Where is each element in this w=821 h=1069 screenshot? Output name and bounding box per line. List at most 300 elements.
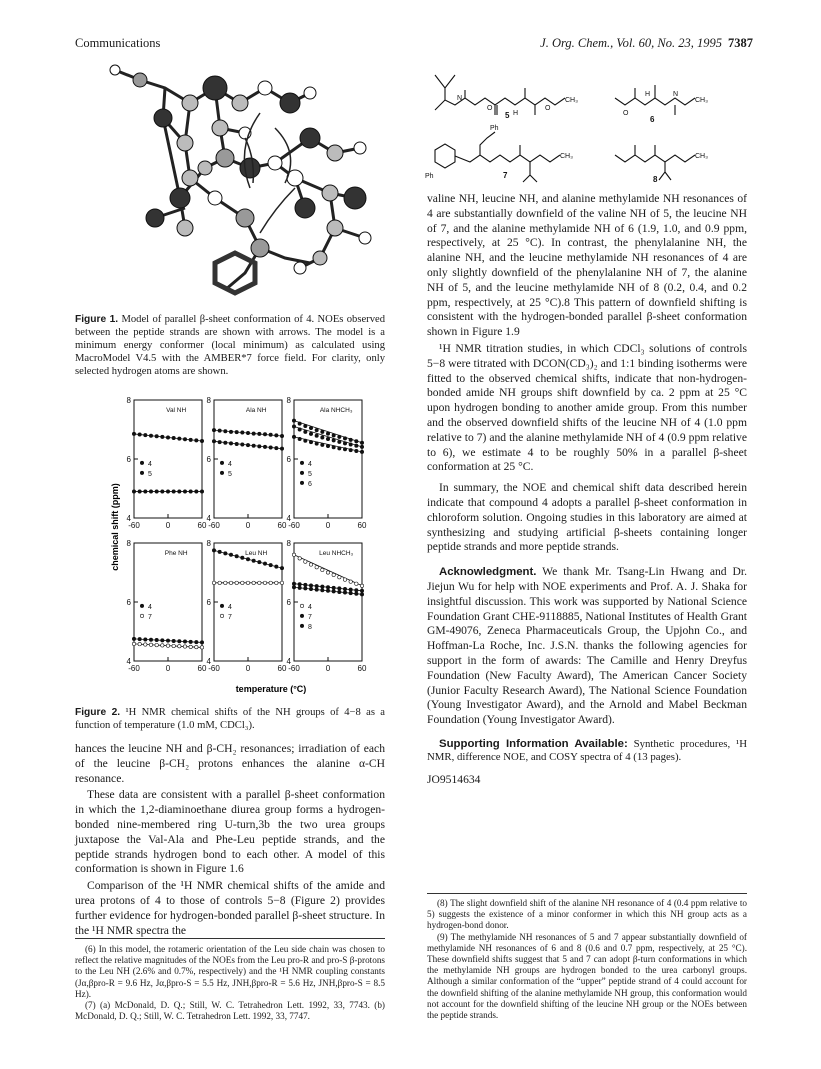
footnote-7: (7) (a) McDonald, D. Q.; Still, W. C. Tetrahedron Lett. 1992, 33, 7743. (b) McDonald, D. Q.; Still, W. C. Tetrahedron Lett. 1992, 33, 7747. xyxy=(75,1000,385,1022)
x-tick-label: -60 xyxy=(128,521,140,530)
x-tick-label: 0 xyxy=(245,664,251,673)
svg-text:H: H xyxy=(645,91,651,98)
legend-label: 4 xyxy=(148,460,152,468)
left-column-text xyxy=(75,742,385,940)
data-point xyxy=(360,445,363,448)
data-point xyxy=(200,490,203,493)
legend-marker xyxy=(300,624,303,627)
data-point xyxy=(292,582,295,585)
data-point xyxy=(343,448,346,451)
data-point xyxy=(269,446,272,449)
data-point xyxy=(138,490,141,493)
data-point xyxy=(195,645,198,648)
data-point xyxy=(178,490,181,493)
footnotes-right xyxy=(427,898,747,1021)
y-tick-label: 8 xyxy=(286,396,291,405)
panel-frame xyxy=(294,400,362,518)
data-point xyxy=(280,581,283,584)
data-point xyxy=(343,437,346,440)
acknowledgment xyxy=(427,565,747,728)
data-point xyxy=(315,588,318,591)
data-point xyxy=(338,440,341,443)
data-point xyxy=(355,589,358,592)
data-point xyxy=(309,584,312,587)
y-tick-label: 4 xyxy=(206,657,211,666)
y-tick-label: 6 xyxy=(286,455,291,464)
legend-label: 6 xyxy=(308,480,312,488)
data-point xyxy=(229,581,232,584)
chemical-structures xyxy=(425,60,745,185)
data-point xyxy=(280,447,283,450)
svg-text:CH₃: CH₃ xyxy=(695,153,708,160)
data-point xyxy=(304,587,307,590)
data-point xyxy=(258,560,261,563)
data-point xyxy=(138,433,141,436)
data-point xyxy=(195,640,198,643)
running-header-section: Communications xyxy=(75,36,161,50)
y-tick-label: 8 xyxy=(286,539,291,548)
data-point xyxy=(235,581,238,584)
data-point xyxy=(263,433,266,436)
data-point xyxy=(161,644,164,647)
legend-label: 4 xyxy=(228,603,232,611)
x-tick-label: -60 xyxy=(288,521,300,530)
data-point xyxy=(161,639,164,642)
data-point xyxy=(343,578,346,581)
y-tick-label: 6 xyxy=(286,598,291,607)
panel-frame xyxy=(134,400,202,518)
data-point xyxy=(263,445,266,448)
svg-text:CH₃: CH₃ xyxy=(560,153,573,160)
data-point xyxy=(241,443,244,446)
data-point xyxy=(269,433,272,436)
data-point xyxy=(224,581,227,584)
x-tick-label: 0 xyxy=(325,521,331,530)
data-point xyxy=(246,558,249,561)
y-tick-label: 6 xyxy=(206,598,211,607)
panel-title: Leu NHCH₃ xyxy=(319,550,354,557)
data-point xyxy=(218,429,221,432)
data-point xyxy=(292,419,295,422)
x-tick-label: 60 xyxy=(357,664,367,673)
footnotes-left xyxy=(75,944,385,1022)
data-point xyxy=(155,638,158,641)
data-point xyxy=(235,555,238,558)
data-point xyxy=(304,560,307,563)
data-point xyxy=(241,431,244,434)
svg-text:Ph: Ph xyxy=(425,173,434,180)
data-point xyxy=(189,645,192,648)
data-point xyxy=(309,426,312,429)
data-point xyxy=(332,573,335,576)
data-point xyxy=(252,444,255,447)
legend-label: 7 xyxy=(308,613,312,621)
data-point xyxy=(355,449,358,452)
x-tick-label: 60 xyxy=(357,521,367,530)
data-point xyxy=(332,446,335,449)
compound-label-8: 8 xyxy=(653,175,658,184)
data-point xyxy=(355,440,358,443)
data-point xyxy=(235,430,238,433)
data-point xyxy=(166,639,169,642)
data-point xyxy=(349,438,352,441)
legend-marker xyxy=(220,614,223,617)
x-tick-label: 60 xyxy=(197,521,207,530)
data-point xyxy=(229,430,232,433)
data-point xyxy=(155,435,158,438)
data-point xyxy=(138,642,141,645)
data-point xyxy=(224,552,227,555)
data-point xyxy=(178,437,181,440)
data-point xyxy=(189,438,192,441)
y-tick-label: 8 xyxy=(206,396,211,405)
data-point xyxy=(326,437,329,440)
data-point xyxy=(298,422,301,425)
data-point xyxy=(349,448,352,451)
data-point xyxy=(132,490,135,493)
data-point xyxy=(269,581,272,584)
paragraph: Comparison of the ¹H NMR chemical shifts of the amide and urea protons of 4 to those of controls 5−8 (Figure 2) provides further evidence for hydrogen-bonded parallel β-sheet structure. In the ¹H NMR spectra the xyxy=(75,879,385,937)
acknowledgment-heading: Acknowledgment. xyxy=(439,566,537,579)
legend-label: 5 xyxy=(308,470,312,478)
legend-marker xyxy=(300,604,303,607)
data-point xyxy=(246,443,249,446)
data-point xyxy=(246,581,249,584)
y-tick-label: 4 xyxy=(206,514,211,523)
data-point xyxy=(321,589,324,592)
y-tick-label: 4 xyxy=(126,657,131,666)
paragraph: valine NH, leucine NH, and alanine methylamide NH resonances of 4 are substantially downfield of the valine NH of 5, the leucine NH of 7, and the alanine methylamide NH of 6 (1.9, 1.0, and 0.9 ppm, respectively, at 25 °C). In contrast, the phenylalanine NH, the alanine NH, and the leucine methylamide NH resonances of 4 are only slightly downfield of the phenylalanine NH of 7, the alanine NH of 5, and the leucine methylamide NH of 8 (0.2, 0.4, and 0.2 ppm, respectively, at 25 °C).8 This pattern of downfield shifting is consistent with the hydrogen-bonded parallel β-sheet conformation shown in Figure 1.9 xyxy=(427,192,747,339)
data-point xyxy=(360,450,363,453)
data-point xyxy=(309,432,312,435)
data-point xyxy=(343,587,346,590)
data-point xyxy=(224,430,227,433)
data-point xyxy=(144,433,147,436)
x-tick-label: 60 xyxy=(277,521,287,530)
x-tick-label: 0 xyxy=(165,521,171,530)
data-point xyxy=(246,431,249,434)
compound-label-6: 6 xyxy=(650,115,655,124)
data-point xyxy=(229,553,232,556)
data-point xyxy=(332,590,335,593)
data-point xyxy=(132,432,135,435)
data-point xyxy=(258,581,261,584)
legend-label: 5 xyxy=(228,470,232,478)
y-tick-label: 4 xyxy=(286,514,291,523)
data-point xyxy=(338,447,341,450)
data-point xyxy=(252,581,255,584)
data-point xyxy=(144,643,147,646)
data-point xyxy=(360,584,363,587)
panel-title: Leu NH xyxy=(245,550,268,557)
data-point xyxy=(315,428,318,431)
y-tick-label: 8 xyxy=(126,539,131,548)
svg-text:N: N xyxy=(673,91,679,98)
data-point xyxy=(252,559,255,562)
legend-label: 4 xyxy=(308,460,312,468)
data-point xyxy=(332,434,335,437)
legend-marker xyxy=(300,461,303,464)
paragraph: ¹H NMR titration studies, in which CDCl₃ solutions of controls 5−8 were titrated with DCON(CD₃)₂ and 1:1 binding isotherms were fitted to the observed chemical shifts, indicate that non-hydrogen-bonded amide NH groups shift downfield by ca. 2 ppm at 25 °C upon hydrogen bonding to another amide group. From this number and the observed downfield shifts of the leucine NH of 4 (1.0 ppm relative to 7) and the alanine methylamide NH of 4 (0.9 ppm relative to 6), we estimate 4 to be roughly 50% in a parallel β-sheet conformation at 25 °C. xyxy=(427,341,747,474)
data-point xyxy=(355,582,358,585)
data-point xyxy=(349,588,352,591)
data-point xyxy=(212,549,215,552)
data-point xyxy=(326,586,329,589)
data-point xyxy=(275,581,278,584)
paragraph: These data are consistent with a parallel β-sheet conformation in which the 1,2-diaminoethane diurea group forms a hydrogen-bonded nine-membered ring U-turn,3b the two urea groups juxtapose the Val-Ala and Phe-Leu peptide strands, and the peptide strands hydrogen bond to each other. A model of this conformation is shown in Figure 1.6 xyxy=(75,788,385,876)
footnote-rule-right xyxy=(427,893,747,894)
data-point xyxy=(298,583,301,586)
data-point xyxy=(212,440,215,443)
figure1-molecular-model xyxy=(95,58,395,308)
legend-label: 4 xyxy=(228,460,232,468)
data-point xyxy=(349,580,352,583)
data-point xyxy=(309,440,312,443)
data-point xyxy=(195,439,198,442)
data-point xyxy=(332,586,335,589)
data-point xyxy=(275,446,278,449)
x-tick-label: 0 xyxy=(325,664,331,673)
data-point xyxy=(218,550,221,553)
data-point xyxy=(178,640,181,643)
y-tick-label: 6 xyxy=(206,455,211,464)
data-point xyxy=(155,643,158,646)
data-point xyxy=(338,587,341,590)
data-point xyxy=(183,645,186,648)
figure2-caption-text: ¹H NMR chemical shifts of the NH groups of 4−8 as a function of temperature (1.0 mM, CDCl₃). xyxy=(75,707,385,731)
data-point xyxy=(218,440,221,443)
data-point xyxy=(200,641,203,644)
svg-text:O: O xyxy=(487,105,493,112)
data-point xyxy=(360,589,363,592)
data-point xyxy=(298,428,301,431)
panel-title: Ala NHCH₃ xyxy=(319,407,353,414)
data-point xyxy=(178,645,181,648)
data-point xyxy=(321,443,324,446)
legend-marker xyxy=(300,614,303,617)
data-point xyxy=(304,583,307,586)
data-point xyxy=(309,587,312,590)
journal-citation: J. Org. Chem., Vol. 60, No. 23, 1995 xyxy=(540,36,722,50)
data-point xyxy=(166,436,169,439)
x-tick-label: 0 xyxy=(245,521,251,530)
x-tick-label: 60 xyxy=(197,664,207,673)
x-tick-label: 0 xyxy=(165,664,171,673)
legend-marker xyxy=(300,471,303,474)
data-point xyxy=(298,437,301,440)
data-point xyxy=(298,557,301,560)
svg-text:CH₃: CH₃ xyxy=(695,97,708,104)
manuscript-code: JO9514634 xyxy=(427,772,481,786)
data-point xyxy=(355,592,358,595)
data-point xyxy=(263,581,266,584)
data-point xyxy=(161,435,164,438)
data-point xyxy=(183,490,186,493)
legend-marker xyxy=(220,604,223,607)
svg-text:Ph: Ph xyxy=(490,125,499,132)
data-point xyxy=(258,445,261,448)
data-point xyxy=(304,430,307,433)
legend-label: 4 xyxy=(148,603,152,611)
data-point xyxy=(332,439,335,442)
svg-text:N: N xyxy=(457,95,463,102)
compound-label-7: 7 xyxy=(503,171,508,180)
supporting-information xyxy=(427,738,747,765)
data-point xyxy=(166,490,169,493)
figure1-caption xyxy=(75,313,385,378)
data-point xyxy=(360,593,363,596)
data-point xyxy=(132,637,135,640)
figure1-caption-text: Model of parallel β-sheet conformation of 4. NOEs observed between the peptide strands are shown with arrows. The model is a minimum energy conformer (local minimum) as calculated using MacroModel V4.5 with the AMBER*7 force field. For clarity, only selected hydrogen atoms are shown. xyxy=(75,314,385,377)
data-point xyxy=(212,581,215,584)
data-point xyxy=(166,644,169,647)
panel-frame xyxy=(214,400,282,518)
data-point xyxy=(338,576,341,579)
right-column-text xyxy=(427,192,747,790)
svg-text:H: H xyxy=(513,110,519,117)
footnote-9: (9) The methylamide NH resonances of 5 and 7 appear substantially downfield of methylamide NH resonances of 6 and 8 (0.6 and 0.7 ppm, respectively, at 25 °C). These downfield shifts suggest that 5 and 7 can adopt β-turn conformations in which the methylamide NH groups are hydrogen bonded to the urea carbonyl groups. Although a similar conformation of the “upper” peptide strand of 4 could account for the downfield shifting of the alanine methylamide NH group, this conformation would not account for the downfield shifting of the leucine NH group or the NOEs between the peptide strands. xyxy=(427,931,747,1021)
data-point xyxy=(304,439,307,442)
data-point xyxy=(275,434,278,437)
legend-marker xyxy=(140,604,143,607)
data-point xyxy=(132,642,135,645)
data-point xyxy=(172,644,175,647)
panel-title: Phe NH xyxy=(164,550,188,557)
data-point xyxy=(321,430,324,433)
legend-label: 4 xyxy=(308,603,312,611)
data-point xyxy=(149,643,152,646)
data-point xyxy=(229,442,232,445)
data-point xyxy=(349,443,352,446)
data-point xyxy=(321,585,324,588)
data-point xyxy=(241,581,244,584)
paragraph: hances the leucine NH and β-CH₂ resonances; irradiation of each of the leucine β-CH₂ protons enhances the alanine α-CH resonance. xyxy=(75,742,385,785)
data-point xyxy=(326,444,329,447)
data-point xyxy=(280,566,283,569)
data-point xyxy=(212,428,215,431)
data-point xyxy=(263,562,266,565)
data-point xyxy=(360,441,363,444)
data-point xyxy=(161,490,164,493)
legend-label: 8 xyxy=(308,623,312,631)
data-point xyxy=(149,638,152,641)
legend-marker xyxy=(140,471,143,474)
figure2-caption xyxy=(75,706,385,732)
data-point xyxy=(349,591,352,594)
data-point xyxy=(144,490,147,493)
data-point xyxy=(321,568,324,571)
data-point xyxy=(338,435,341,438)
data-point xyxy=(292,435,295,438)
data-point xyxy=(224,441,227,444)
data-point xyxy=(343,442,346,445)
y-tick-label: 4 xyxy=(286,657,291,666)
x-tick-label: 60 xyxy=(277,664,287,673)
paragraph: In summary, the NOE and chemical shift data described herein indicate that compound 4 adopts a parallel β-sheet conformation in chloroform solution. Ongoing studies in this laboratory are aimed at synthesizing and studying artificial β-sheets containing longer peptide strands and more peptide strands. xyxy=(427,481,747,554)
data-point xyxy=(195,490,198,493)
data-point xyxy=(144,638,147,641)
data-point xyxy=(200,646,203,649)
data-point xyxy=(309,563,312,566)
supporting-info-body: Synthetic procedures, ¹H NMR, difference NOE, and COSY spectra of 4 (13 pages). xyxy=(427,737,747,764)
data-point xyxy=(183,640,186,643)
data-point xyxy=(172,639,175,642)
data-point xyxy=(200,439,203,442)
data-point xyxy=(138,637,141,640)
data-point xyxy=(321,436,324,439)
data-point xyxy=(326,571,329,574)
data-point xyxy=(149,490,152,493)
data-point xyxy=(292,425,295,428)
data-point xyxy=(343,591,346,594)
legend-label: 5 xyxy=(148,470,152,478)
y-tick-label: 8 xyxy=(206,539,211,548)
x-tick-label: -60 xyxy=(208,521,220,530)
figure2-label: Figure 2. xyxy=(75,707,121,718)
data-point xyxy=(326,589,329,592)
data-point xyxy=(326,432,329,435)
x-tick-label: -60 xyxy=(208,664,220,673)
data-point xyxy=(183,438,186,441)
running-header-journal xyxy=(540,36,753,51)
data-point xyxy=(315,442,318,445)
supporting-info-heading: Supporting Information Available: xyxy=(439,737,628,750)
data-point xyxy=(315,584,318,587)
data-point xyxy=(241,556,244,559)
data-point xyxy=(338,590,341,593)
footnote-rule-left xyxy=(75,938,385,939)
data-point xyxy=(275,565,278,568)
data-point xyxy=(280,434,283,437)
page-number: 7387 xyxy=(728,36,753,50)
data-point xyxy=(172,436,175,439)
data-point xyxy=(172,490,175,493)
svg-text:O: O xyxy=(545,105,551,112)
data-point xyxy=(292,553,295,556)
legend-label: 7 xyxy=(148,613,152,621)
legend-marker xyxy=(220,461,223,464)
y-tick-label: 6 xyxy=(126,598,131,607)
data-point xyxy=(315,434,318,437)
data-point xyxy=(155,490,158,493)
panel-title: Val NH xyxy=(166,407,187,414)
data-point xyxy=(252,432,255,435)
data-point xyxy=(258,432,261,435)
data-point xyxy=(189,640,192,643)
y-tick-label: 8 xyxy=(126,396,131,405)
x-tick-label: -60 xyxy=(288,664,300,673)
data-point xyxy=(189,490,192,493)
legend-label: 7 xyxy=(228,613,232,621)
data-point xyxy=(292,586,295,589)
legend-marker xyxy=(140,461,143,464)
compound-label-5: 5 xyxy=(505,111,510,120)
data-point xyxy=(149,434,152,437)
data-point xyxy=(304,424,307,427)
figure2-xlabel: temperature (°C) xyxy=(235,684,307,694)
figure2-ylabel: chemical shift (ppm) xyxy=(110,483,120,571)
figure2-chart xyxy=(108,392,368,698)
legend-marker xyxy=(140,614,143,617)
data-point xyxy=(235,442,238,445)
figure1-label: Figure 1. xyxy=(75,314,119,325)
acknowledgment-body: We thank Mr. Tsang-Lin Hwang and Dr. Jiejun Wu for help with NOE experiments and Prof. A. J. Shaka for insightful discussion. This work was supported by National Science Foundation Grant CHE-9118885, National Institutes of Health Grant GM-49076, Zeneca Pharmaceuticals Group, the Upjohn Co., and Hoffman-La Roche, Inc. J.S.N. thanks the following agencies for support in the form of awards: The Camille and Henry Dreyfus Foundation (New Faculty Award), The American Cancer Society (Junior Faculty Research Award), The National Science Foundation (Young Investigator Award), and the Arnold and Mabel Beckman Foundation (Young Investigator Award). xyxy=(427,565,747,727)
y-tick-label: 4 xyxy=(126,514,131,523)
legend-marker xyxy=(300,481,303,484)
svg-text:CH₃: CH₃ xyxy=(565,97,578,104)
data-point xyxy=(269,563,272,566)
footnote-8: (8) The slight downfield shift of the alanine NH resonance of 4 (0.4 ppm relative to 5) suggests the existence of a minor conformer in which this NH group acts as a hydrogen-bond donor. xyxy=(427,898,747,931)
